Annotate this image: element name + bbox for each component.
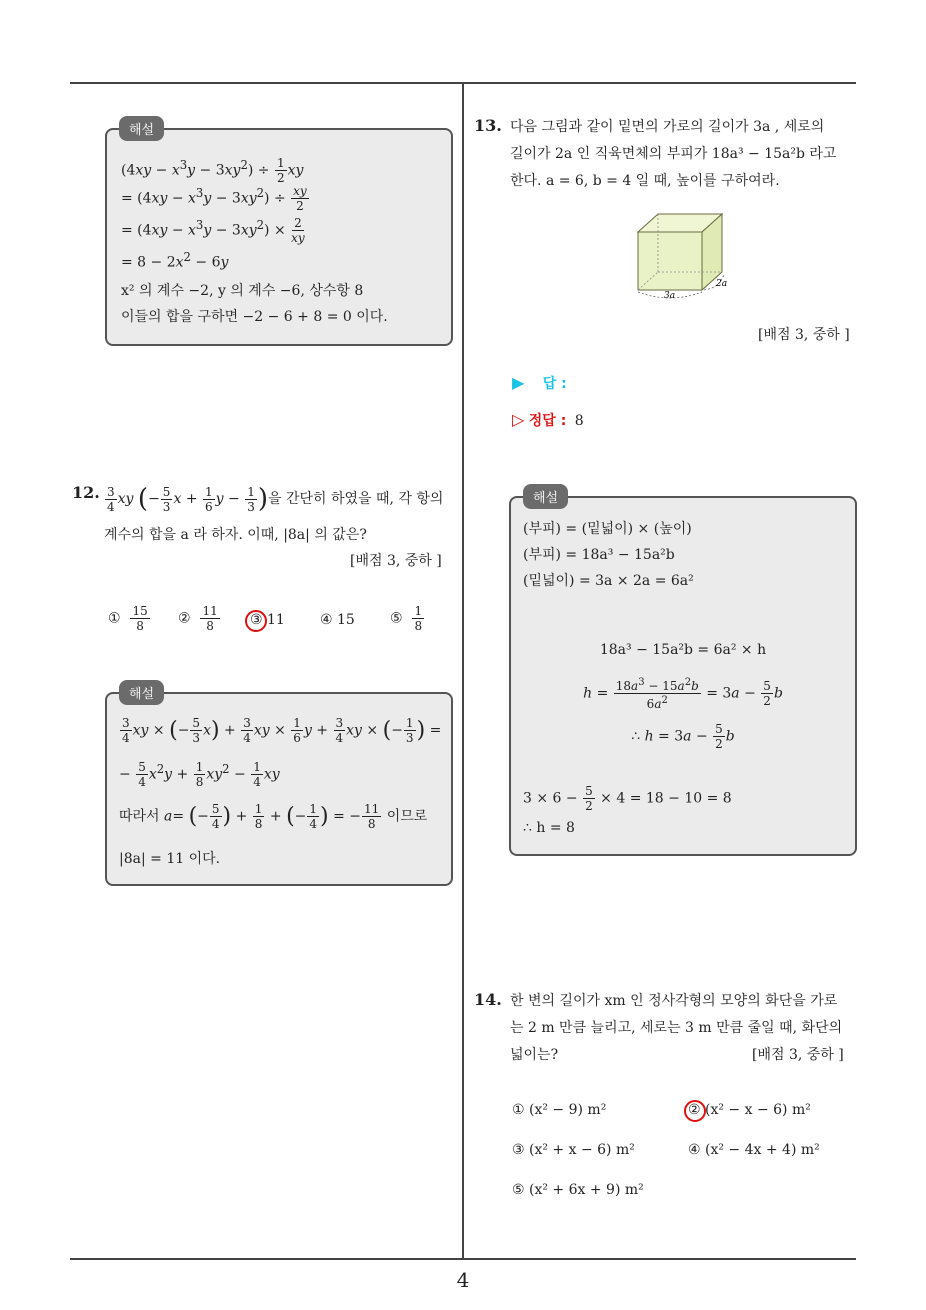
q12-option-2[interactable]: ② $\frac{11}{8}$ [178, 604, 218, 633]
q12-score: [배점 3, 중하 ] [350, 553, 442, 569]
sol-line: (부피) = 18a³ − 15a²b [523, 547, 675, 563]
q12-text: 을 간단히 하였을 때, 각 항의 [267, 491, 444, 507]
answer-label: 답 : [542, 376, 567, 392]
sol-line: $\frac{3}{4}$ xy × (− $\frac{5}{3}$ x) + $\frac{3}{4}$ xy × $\frac{1}{6}$ y + $\frac{3}{4}$ xy × (− $\frac{1}{3}$ ) = [122, 716, 442, 745]
correct-answer-row [512, 410, 584, 430]
sol-line: − $\frac{5}{4}$ $x^2y$ + $\frac{1}{8}$ $xy^2$ − $\frac{1}{4}$ xy [119, 760, 280, 789]
question-number-14: 14. [474, 990, 502, 1009]
question-number-12: 12. [72, 483, 100, 502]
sol-line: 따라서 a= (− $\frac{5}{4}$ ) + $\frac{1}{8}$ + (− $\frac{1}{4}$ ) = − $\frac{11}{8}$ 이므로 [119, 802, 428, 831]
sol-line: = $(4xy - x^3y - 3xy^2)$ ÷ $\frac{xy}{2}$ [121, 184, 307, 213]
correct-value: 8 [574, 413, 584, 429]
sol-line: x² 의 계수 −2, y 의 계수 −6, 상수항 8 [121, 283, 364, 299]
q14-option-5[interactable]: ⑤ (x² + 6x + 9) m² [512, 1182, 644, 1198]
q14-text: 는 2 m 만큼 늘리고, 세로는 3 m 만큼 줄일 때, 화단의 [510, 1020, 843, 1036]
sol-line: (부피) = (밑넓이) × (높이) [523, 521, 692, 537]
q12-option-5[interactable]: ⑤ $\frac{1}{8}$ [390, 604, 423, 633]
bottom-rule [70, 1258, 856, 1260]
answer-circle-mark [245, 610, 267, 632]
sol-line: 18a³ − 15a²b = 6a² × h [599, 642, 767, 658]
sol-line: = $8 - 2x^2 - 6y$ [121, 250, 229, 271]
q13-score: [배점 3, 중하 ] [758, 327, 850, 343]
fig-label-width: 3a [664, 291, 676, 300]
play-arrow-icon: ▶ [512, 373, 525, 392]
sol-line: ∴ h = 8 [523, 820, 575, 836]
sol-line: $(4xy - x^3y - 3xy^2)$ ÷ $\frac{1}{2}$ xy [121, 156, 304, 185]
page-number: 4 [456, 1268, 470, 1292]
cuboid-figure [630, 208, 750, 300]
q13-text: 한다. a = 6, b = 4 일 때, 높이를 구하여라. [510, 173, 780, 189]
solution-tag: 해설 [523, 484, 568, 509]
q14-text: 한 변의 길이가 xm 인 정사각형의 모양의 화단을 가로 [510, 993, 838, 1009]
q13-text: 길이가 2a 인 직육면체의 부피가 18a³ − 15a²b 라고 [510, 146, 837, 162]
q14-option-1[interactable]: ① (x² − 9) m² [512, 1102, 607, 1118]
q14-option-4[interactable]: ④ (x² − 4x + 4) m² [688, 1142, 820, 1158]
q12-option-1[interactable]: ① $\frac{15}{8}$ [108, 604, 148, 633]
sol-line: h = $\frac{18a^3 - 15a^2b}{6a^2}$ = 3a − $\frac{5}{2}$ b [583, 677, 783, 711]
q13-text: 다음 그림과 같이 밑면의 가로의 길이가 3a , 세로의 [510, 119, 825, 135]
sol-line: (밑넓이) = 3a × 2a = 6a² [523, 573, 694, 589]
solution-tag: 해설 [119, 680, 164, 705]
correct-label: 정답 : [528, 413, 567, 429]
q12-option-4[interactable]: ④ 15 [320, 612, 355, 628]
q12-text: 계수의 합을 a 라 하자. 이때, |8a| 의 값은? [104, 527, 367, 543]
q14-option-3[interactable]: ③ (x² + x − 6) m² [512, 1142, 635, 1158]
solution-box-12 [105, 687, 453, 886]
sol-line: = $(4xy - x^3y - 3xy^2)$ × $\frac{2}{xy}$ [121, 216, 305, 245]
hollow-arrow-icon: ▷ [512, 410, 525, 429]
sol-line: 이들의 합을 구하면 −2 − 6 + 8 = 0 이다. [121, 309, 388, 325]
sol-line: |8a| = 11 이다. [119, 851, 221, 867]
solution-tag: 해설 [119, 116, 164, 141]
question-number-13: 13. [474, 116, 502, 135]
q12-option-3[interactable]: ③ 11 [250, 612, 285, 628]
solution-box-13 [509, 491, 857, 856]
sol-line: 3 × 6 − $\frac{5}{2}$ × 4 = 18 − 10 = 8 [523, 784, 732, 813]
column-divider [462, 84, 464, 1260]
solution-box-11 [105, 123, 453, 346]
answer-circle-mark [684, 1100, 706, 1122]
q12-expression: $\frac{3}{4}$ xy (− $\frac{5}{3}$ x + $\frac{1}{6}$ y − $\frac{1}{3}$ )을 간단히 하였을 때, 각 항의 [107, 484, 444, 514]
q14-option-2[interactable]: ② (x² − x − 6) m² [688, 1102, 811, 1118]
q14-text: 넓이는? [510, 1047, 559, 1063]
fig-label-depth: 2a [716, 279, 728, 289]
answer-row [512, 373, 567, 393]
sol-line: ∴ h = 3a − $\frac{5}{2}$ b [631, 722, 735, 751]
q14-score: [배점 3, 중하 ] [752, 1047, 844, 1063]
